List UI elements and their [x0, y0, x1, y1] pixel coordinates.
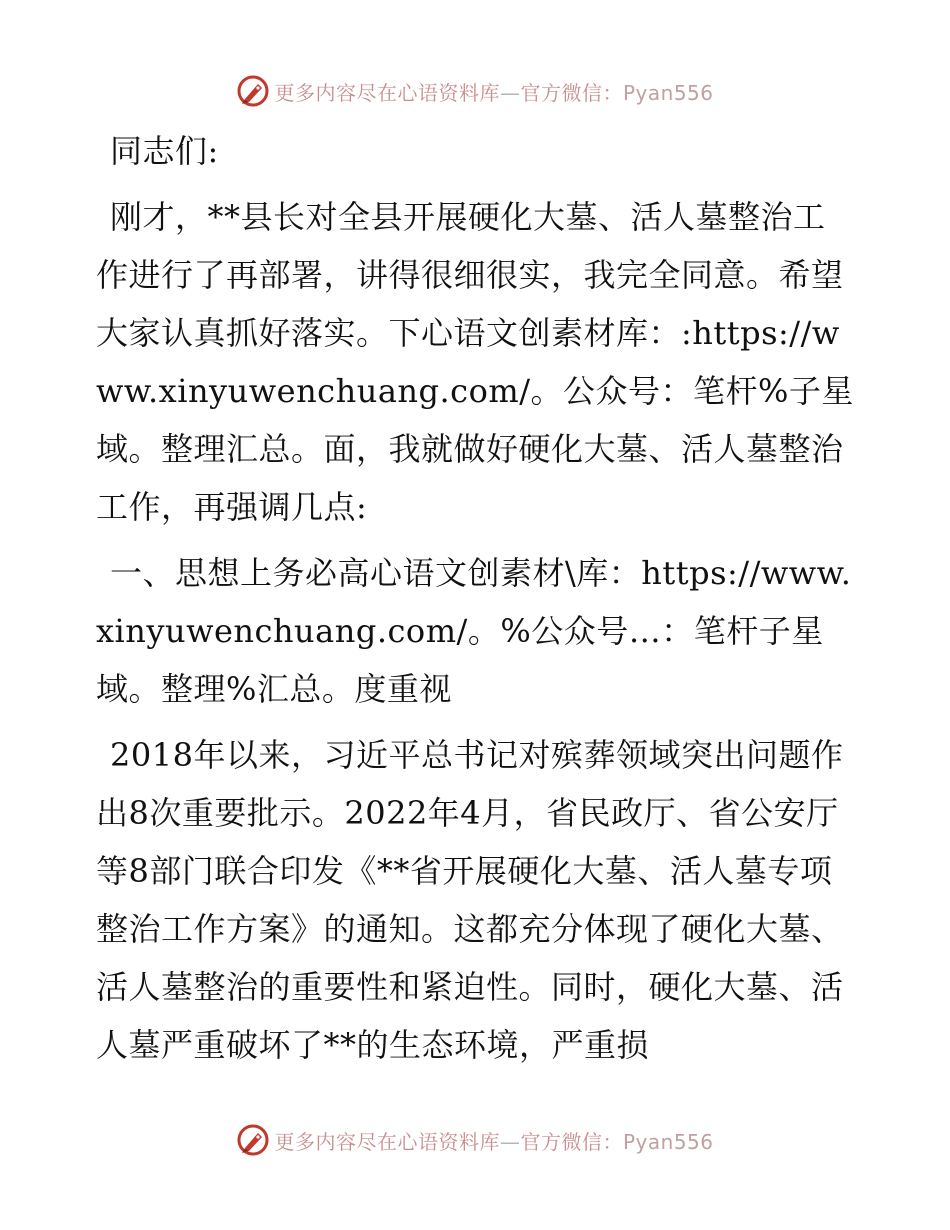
salutation: 同志们: [110, 132, 219, 170]
header-banner [0, 71, 950, 111]
pen-nib-logo-icon [236, 1123, 270, 1157]
document-body [96, 122, 856, 1074]
pen-nib-logo-icon [236, 74, 270, 108]
footer-banner [0, 1120, 950, 1160]
footer-banner-text: 更多内容尽在心语资料库—官方微信：Pyan556 [274, 1129, 714, 1154]
paragraph-3: 2018年以来，习近平总书记对殡葬领域突出问题作出8次重要批示。2022年4月，省民政厅、省公安厅等8部门联合印发《**省开展硬化大墓、活人墓专项整治工作方案》的通知。这都充分体现了硬化大墓、活人墓整治的重要性和紧迫性。同时，硬化大墓、活人墓严重破坏了**的生态环境，严重损 [96, 736, 844, 1064]
paragraph-2: 一、思想上务必高心语文创素材\库：https://www.xinyuwenchuang.com/。%公众号…：笔杆子星域。整理%汇总。度重视 [96, 554, 852, 708]
header-banner-text: 更多内容尽在心语资料库—官方微信：Pyan556 [274, 80, 714, 105]
paragraph-1: 刚才，**县长对全县开展硬化大墓、活人墓整治工作进行了再部署，讲得很细很实，我完全同意。希望大家认真抓好落实。下心语文创素材库：:https://www.xinyuwenchuang.com/。公众号：笔杆%子星域。整理汇总。面，我就做好硬化大墓、活人墓整治工作，再强调几点: [96, 198, 854, 526]
